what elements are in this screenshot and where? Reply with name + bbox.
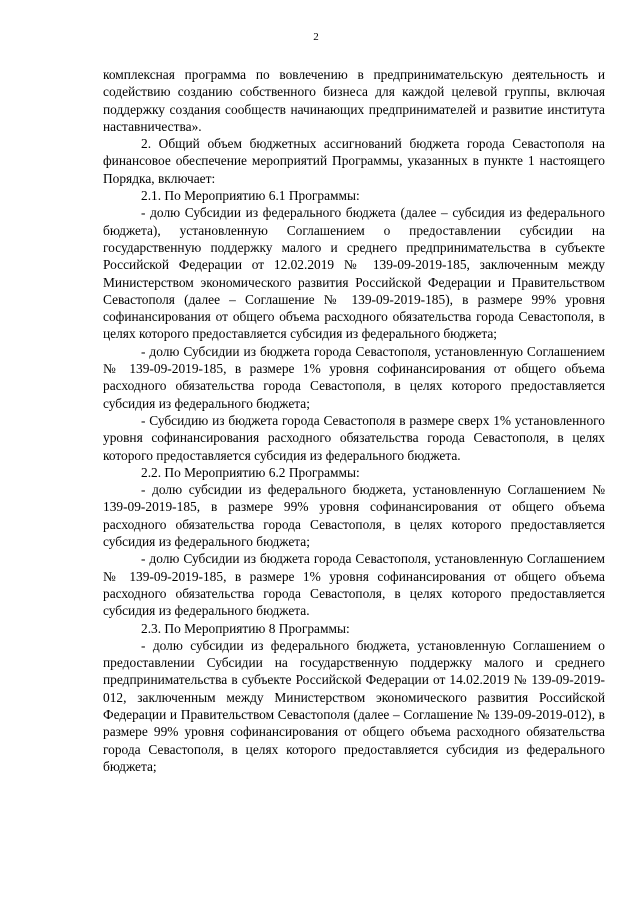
paragraph-item-2-1-bullet-2: - долю Субсидии из бюджета города Севастополя, установленную Соглашением № 139-09-2019-185, в размере 1% уровня софинансирования от общего объема расходного обязательства города Севастополя, в целях которого предоставляется субсидия из федерального бюджета; bbox=[103, 343, 605, 411]
paragraph-item-2-2-heading: 2.2. По Мероприятию 6.2 Программы: bbox=[141, 464, 360, 480]
paragraph-item-2-2-bullet-1: - долю субсидии из федерального бюджета, установленную Соглашением № 139-09-2019-185, в размере 99% уровня софинансирования от общего объема расходного обязательства города Севастополя, в целях которого предоставляется субсидия из федерального бюджета; bbox=[103, 482, 605, 550]
paragraph-item-2-3-heading: 2.3. По Мероприятию 8 Программы: bbox=[141, 620, 350, 636]
page-number: 2 bbox=[313, 31, 319, 43]
paragraph-item-2-2-bullet-2: - долю Субсидии из бюджета города Севастополя, установленную Соглашением № 139-09-2019-185, в размере 1% уровня софинансирования от общего объема расходного обязательства города Севастополя, в целях которого предоставляется субсидия из федерального бюджета. bbox=[103, 551, 605, 619]
paragraph-item-2-3-bullet-1: - долю субсидии из федерального бюджета, установленную Соглашением о предоставлении Субсидии на государственную поддержку малого и среднего предпринимательства в субъекте Российской Федерации от 14.02.2019 № 139-09-2019-012, заключенным между Министерством экономического развития Российской Федерации и Правительством Севастополя (далее – Соглашение № 139-09-2019-012), в размере 99% уровня софинансирования от общего объема расходного обязательства города Севастополя, в целях которого предоставляется субсидия из федерального бюджета; bbox=[103, 637, 605, 774]
paragraph-item-2-1-heading: 2.1. По Мероприятию 6.1 Программы: bbox=[141, 188, 360, 204]
paragraph-continuation: комплексная программа по вовлечению в предпринимательскую деятельность и содействию созданию собственного бизнеса для каждой целевой группы, включая поддержку создания сообществ начинающих предпринимателей и развитие института наставничества». bbox=[103, 67, 605, 134]
paragraph-item-2: 2. Общий объем бюджетных ассигнований бюджета города Севастополя на финансовое обеспечение мероприятий Программы, указанных в пункте 1 настоящего Порядка, включает: bbox=[103, 136, 605, 186]
document-body bbox=[103, 66, 605, 775]
paragraph-item-2-1-bullet-1: - долю Субсидии из федерального бюджета (далее – субсидия из федерального бюджета), установленную Соглашением о предоставлении субсидии на государственную поддержку малого и среднего предпринимательства в субъекте Российской Федерации от 12.02.2019 № 139-09-2019-185, заключенным между Министерством экономического развития Российской Федерации и Правительством Севастополя (далее – Соглашение № 139-09-2019-185), в размере 99% уровня софинансирования от общего объема расходного обязательства города Севастополя, в целях которого предоставляется субсидия из федерального бюджета; bbox=[103, 205, 605, 342]
paragraph-item-2-1-bullet-3: - Субсидию из бюджета города Севастополя в размере сверх 1% установленного уровня софинансирования расходного обязательства города Севастополя, в целях которого предоставляется субсидия из федерального бюджета. bbox=[103, 412, 605, 463]
